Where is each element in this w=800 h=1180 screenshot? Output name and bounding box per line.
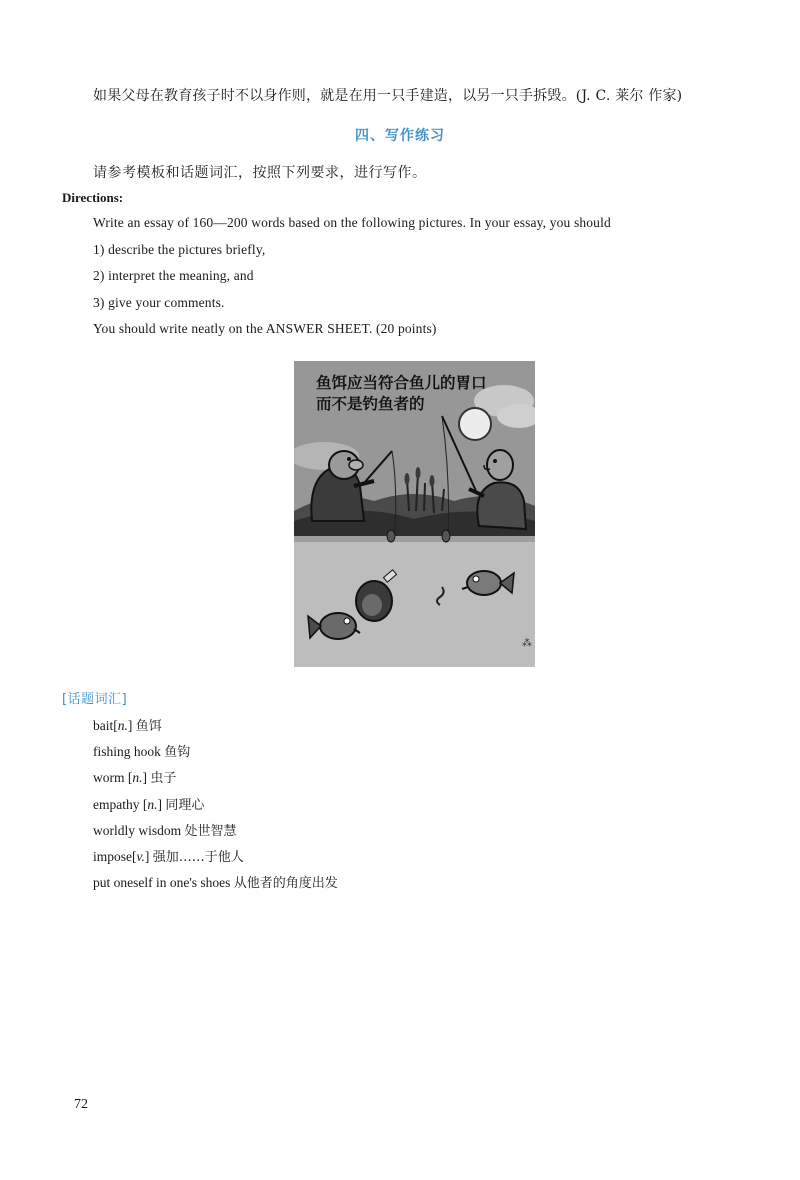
vocabulary-item: fishing hook 鱼钩	[93, 744, 191, 761]
instruction-text: 请参考模板和话题词汇，按照下列要求，进行写作。	[93, 165, 427, 181]
directions-line: 2) interpret the meaning, and	[93, 268, 254, 283]
vocabulary-heading: [话题词汇]	[62, 692, 128, 707]
vocabulary-item: bait[n.] 鱼饵	[93, 718, 162, 734]
directions-label: Directions:	[62, 190, 124, 205]
fishing-cartoon	[294, 361, 535, 667]
sun-icon	[459, 408, 491, 440]
quote-text: 如果父母在教育孩子时不以身作则，就是在用一只手建造，以另一只手拆毁。(J. C. 莱尔 作家)	[93, 88, 683, 104]
directions-line: Write an essay of 160—200 words based on the following pictures. In your essay, you should	[93, 215, 611, 230]
cartoon-caption-line1: 鱼饵应当符合鱼儿的胃口	[316, 374, 487, 392]
section-title: 四、写作练习	[355, 128, 445, 144]
directions-line: You should write neatly on the ANSWER SHEET. (20 points)	[93, 321, 437, 336]
vocabulary-item: worldly wisdom 处世智慧	[93, 822, 237, 839]
vocabulary-item: empathy [n.] 同理心	[93, 796, 205, 813]
vocabulary-item: put oneself in one's shoes 从他者的角度出发	[93, 875, 338, 892]
vocabulary-list	[93, 715, 338, 898]
cartoon-caption-line2: 而不是钓鱼者的	[316, 395, 425, 413]
directions-line: 3) give your comments.	[93, 295, 225, 310]
vocabulary-item: impose[v.] 强加……于他人	[93, 848, 244, 865]
svg-text:⁂: ⁂	[522, 638, 532, 649]
directions-line: 1) describe the pictures briefly,	[93, 242, 266, 257]
page-number: 72	[74, 1097, 88, 1112]
vocabulary-item: worm [n.] 虫子	[93, 770, 177, 787]
